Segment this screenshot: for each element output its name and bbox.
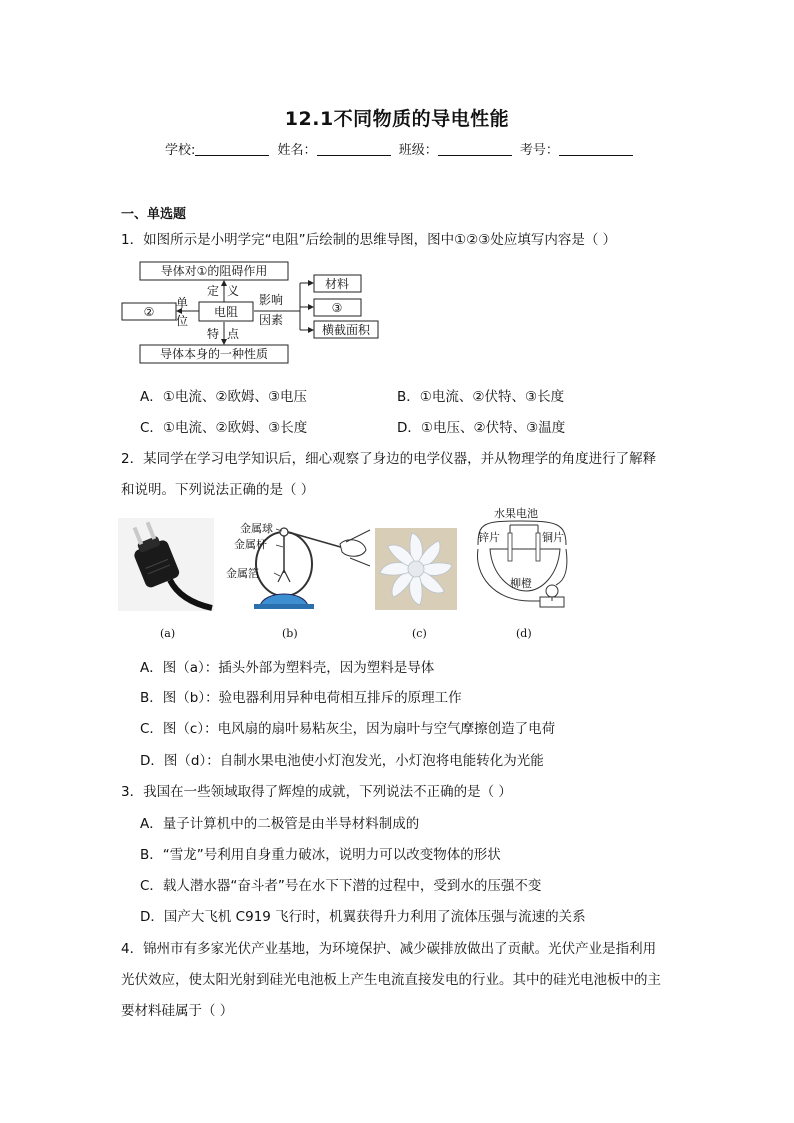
exam-no-blank[interactable] (559, 142, 633, 156)
char-label-2: 点 (226, 327, 240, 341)
class-blank[interactable] (438, 142, 512, 156)
right-box-2-text: ③ (331, 301, 343, 315)
q3-option-c[interactable]: C．载人潜水器“奋斗者”号在水下下潜的过程中，受到水的压强不变 (140, 878, 542, 894)
unit-label-1: 单 (175, 296, 189, 310)
q3-option-d[interactable]: D．国产大飞机 C919 飞行时，机翼获得升力利用了流体压强与流速的关系 (140, 909, 586, 925)
q2-option-d[interactable]: D．图（d）：自制水果电池使小灯泡发光，小灯泡将电能转化为光能 (140, 753, 544, 769)
q4-stem-line3: 要材料硅属于（ ） (121, 1003, 234, 1019)
school-label: 学校: (165, 143, 196, 158)
label-metal-ball: 金属球 (240, 522, 273, 535)
school-blank[interactable] (195, 142, 269, 156)
figure-b-caption: (b) (282, 627, 298, 640)
label-fruit-battery: 水果电池 (494, 507, 538, 520)
figure-d-caption: (d) (516, 627, 532, 640)
q1-stem: 1．如图所示是小明学完“电阻”后绘制的思维导图，图中①②③处应填写内容是（ ） (121, 232, 617, 248)
influence-label-2: 因素 (258, 313, 284, 327)
figure-d-fruit-battery (470, 505, 582, 613)
bottom-box-text: 导体本身的一种性质 (159, 347, 269, 361)
figure-a-caption: (a) (160, 627, 176, 640)
section-title: 一、单选题 (121, 207, 187, 222)
figure-a-plug (118, 518, 214, 611)
q2-stem-line2: 和说明。下列说法正确的是（ ） (121, 482, 315, 498)
char-label-1: 特 (206, 327, 220, 341)
label-orange: 柳橙 (510, 577, 532, 590)
q1-option-c[interactable]: C．①电流、②欧姆、③长度 (140, 420, 308, 436)
q1-option-d[interactable]: D．①电压、②伏特、③温度 (397, 420, 566, 436)
q2-option-a[interactable]: A．图（a）：插头外部为塑料壳，因为塑料是导体 (140, 660, 435, 676)
q3-stem: 3．我国在一些领域取得了辉煌的成就，下列说法不正确的是（ ） (121, 784, 512, 800)
q1-mind-map-diagram (118, 258, 388, 372)
unit-label-2: 位 (175, 314, 189, 328)
label-metal-rod: 金属杆 (234, 538, 267, 551)
name-blank[interactable] (317, 142, 391, 156)
q2-stem-line1: 2．某同学在学习电学知识后，细心观察了身边的电学仪器，并从物理学的角度进行了解释 (121, 451, 657, 467)
figure-b-electroscope (226, 518, 372, 613)
class-label: 班级： (398, 143, 438, 158)
figure-c-fan (375, 528, 457, 610)
def-label-1: 定 (206, 284, 220, 298)
q3-option-a[interactable]: A．量子计算机中的二极管是由半导材料制成的 (140, 816, 420, 832)
label-copper: 铜片 (542, 531, 564, 544)
right-box-3-text: 横截面积 (321, 323, 371, 337)
label-metal-foil: 金属箔 (226, 567, 259, 580)
q2-option-c[interactable]: C．图（c）：电风扇的扇叶易粘灰尘，因为扇叶与空气摩擦创造了电荷 (140, 721, 556, 737)
label-zinc: 锌片 (478, 531, 500, 544)
def-label-2: 义 (226, 284, 240, 298)
q4-stem-line1: 4．锦州市有多家光伏产业基地，为环境保护、减少碳排放做出了贡献。光伏产业是指利用 (121, 941, 657, 957)
page-title: 12.1不同物质的导电性能 (284, 108, 510, 130)
name-label: 姓名： (277, 143, 317, 158)
exam-no-label: 考号： (519, 143, 559, 158)
influence-label-1: 影响 (258, 293, 284, 307)
left-box-text: ② (143, 305, 155, 319)
center-text: 电阻 (213, 305, 239, 319)
figure-c-caption: (c) (412, 627, 427, 640)
top-box-text: 导体对①的阻碍作用 (160, 264, 268, 278)
q2-option-b[interactable]: B．图（b）：验电器利用异种电荷相互排斥的原理工作 (140, 690, 462, 706)
student-info-line (165, 139, 637, 158)
q4-stem-line2: 光伏效应，使太阳光射到硅光电池板上产生电流直接发电的行业。其中的硅光电池板中的主 (121, 972, 661, 988)
q1-option-a[interactable]: A．①电流、②欧姆、③电压 (140, 389, 308, 405)
q3-option-b[interactable]: B．“雪龙”号利用自身重力破冰，说明力可以改变物体的形状 (140, 847, 501, 863)
right-box-1-text: 材料 (324, 277, 350, 291)
q1-option-b[interactable]: B．①电流、②伏特、③长度 (397, 389, 565, 405)
